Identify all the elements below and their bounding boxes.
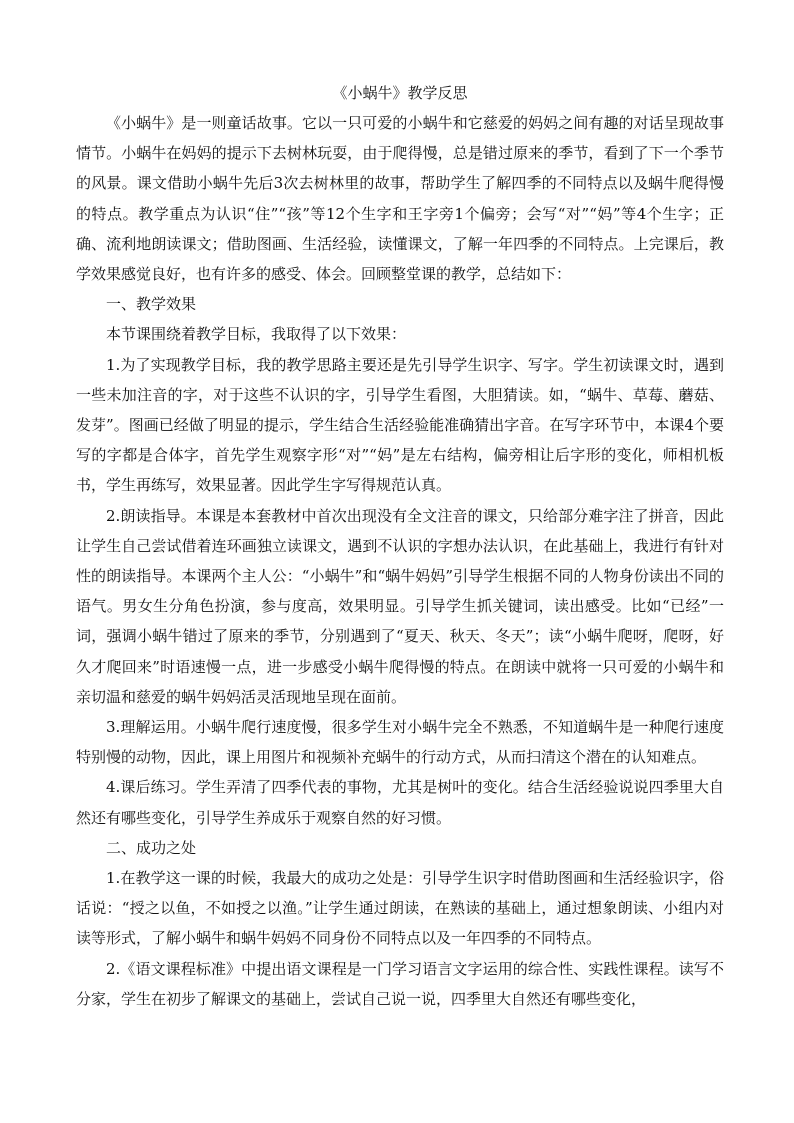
paragraph-success-2: 2.《语文课程标准》中提出语文课程是一门学习语言文字运用的综合性、实践性课程。读写不分家，学生在初步了解课文的基础上，尝试自己说一说，四季里大自然还有哪些变化， <box>76 959 724 1008</box>
paragraph-effect-1: 1.为了实现教学目标，我的教学思路主要还是先引导学生识字、写字。学生初读课文时，遇到一些未加注音的字，对于这些不认识的字，引导学生看图，大胆猜读。如，“蜗牛、草莓、蘑菇、发芽”。图画已经做了明显的提示，学生结合生活经验能准确猜出字音。在写字环节中，本课4个要写的字都是合体字，首先学生观察字形“对”“妈”是左右结构，偏旁相让后字形的变化，师相机板书，学生再练写，效果显著。因此学生字写得规范认真。 <box>76 355 724 495</box>
document-title: 《小蜗牛》教学反思 <box>332 84 468 102</box>
paragraph-effect-4: 4.课后练习。学生弄清了四季代表的事物，尤其是树叶的变化。结合生活经验说说四季里大自然还有哪些变化，引导学生养成乐于观察自然的好习惯。 <box>76 778 724 827</box>
paragraph-effect-2: 2.朗读指导。本课是本套教材中首次出现没有全文注音的课文，只给部分难字注了拼音，因此让学生自己尝试借着连环画独立读课文，遇到不认识的字想办法认识，在此基础上，我进行有针对性的朗读指导。本课两个主人公：“小蜗牛”和“蜗牛妈妈”引导学生根据不同的人物身份读出不同的语气。男女生分角色扮演，参与度高，效果明显。引导学生抓关键词，读出感受。比如“已经”一词，强调小蜗牛错过了原来的季节，分别遇到了“夏天、秋天、冬天”；读“小蜗牛爬呀，爬呀，好久才爬回来”时语速慢一点，进一步感受小蜗牛爬得慢的特点。在朗读中就将一只可爱的小蜗牛和亲切温和慈爱的蜗牛妈妈活灵活现地呈现在面前。 <box>76 506 724 706</box>
section-heading-effects: 一、教学效果 <box>106 295 197 314</box>
paragraph-intro: 《小蜗牛》是一则童话故事。它以一只可爱的小蜗牛和它慈爱的妈妈之间有趣的对话呈现故事情节。小蜗牛在妈妈的提示下去树林玩耍，由于爬得慢，总是错过原来的季节，看到了下一个季节的风景。课文借助小蜗牛先后3次去树林里的故事，帮助学生了解四季的不同特点以及蜗牛爬得慢的特点。教学重点为认识“住”“孩”等12个生字和王字旁1个偏旁；会写“对”“妈”等4个生字；正确、流利地朗读课文；借助图画、生活经验，读懂课文，了解一年四季的不同特点。上完课后，教学效果感觉良好，也有许多的感受、体会。回顾整堂课的教学，总结如下： <box>76 114 724 284</box>
paragraph-success-1: 1.在教学这一课的时候，我最大的成功之处是：引导学生识字时借助图画和生活经验识字，俗话说：“授之以鱼，不如授之以渔。”让学生通过朗读，在熟读的基础上，通过想象朗读、小组内对读等形式，了解小蜗牛和蜗牛妈妈不同身份不同特点以及一年四季的不同特点。 <box>76 869 724 948</box>
section-heading-successes: 二、成功之处 <box>106 838 197 857</box>
paragraph-effect-3: 3.理解运用。小蜗牛爬行速度慢，很多学生对小蜗牛完全不熟悉，不知道蜗牛是一种爬行速度特别慢的动物，因此，课上用图片和视频补充蜗牛的行动方式，从而扫清这个潜在的认知难点。 <box>76 718 724 767</box>
document-page <box>76 78 724 1014</box>
paragraph-effects-intro: 本节课围绕着教学目标，我取得了以下效果： <box>106 325 407 344</box>
